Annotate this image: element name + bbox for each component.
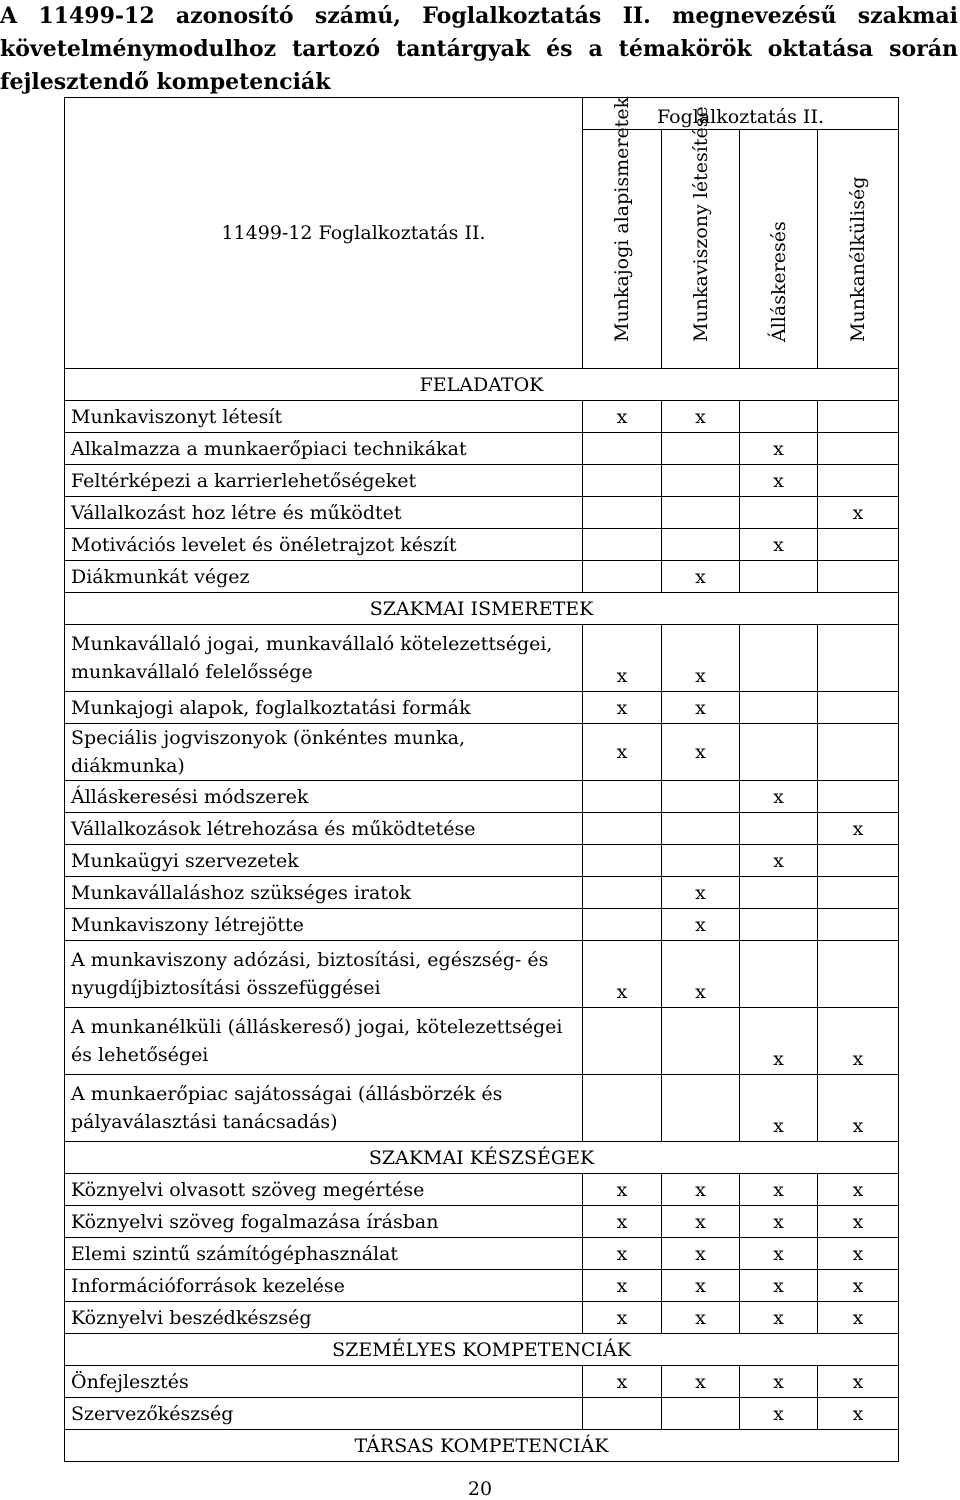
mark-cell xyxy=(818,781,899,813)
mark-cell xyxy=(740,941,818,1008)
mark-cell xyxy=(662,781,740,813)
row-label: A munkaerőpiac sajátosságai (állásbörzék és pályaválasztási tanácsadás) xyxy=(65,1075,583,1142)
table-row xyxy=(65,813,899,845)
mark-cell xyxy=(740,497,818,529)
row-label: Vállalkozások létrehozása és működtetése xyxy=(65,813,583,845)
section-title: FELADATOK xyxy=(65,369,899,401)
row-label: Speciális jogviszonyok (önkéntes munka, diákmunka) xyxy=(65,724,583,781)
mark-cell: x xyxy=(662,909,740,941)
mark-cell: x xyxy=(818,1174,899,1206)
mark-cell: x xyxy=(818,497,899,529)
mark-cell: x xyxy=(662,1238,740,1270)
mark-cell: x xyxy=(583,1238,662,1270)
mark-cell: x xyxy=(740,781,818,813)
row-label: Elemi szintű számítógéphasználat xyxy=(65,1238,583,1270)
column-header-label: Munkanélküliség xyxy=(847,176,870,342)
mark-cell xyxy=(818,724,899,781)
mark-cell: x xyxy=(662,1174,740,1206)
mark-cell: x xyxy=(662,692,740,724)
row-label: Önfejlesztés xyxy=(65,1366,583,1398)
mark-cell xyxy=(662,1075,740,1142)
column-header xyxy=(818,130,899,369)
mark-cell xyxy=(818,433,899,465)
mark-cell: x xyxy=(662,941,740,1008)
mark-cell: x xyxy=(818,1302,899,1334)
mark-cell: x xyxy=(662,1366,740,1398)
mark-cell xyxy=(662,433,740,465)
mark-cell xyxy=(818,529,899,561)
table-row xyxy=(65,692,899,724)
mark-cell: x xyxy=(740,1206,818,1238)
table-row xyxy=(65,1302,899,1334)
mark-cell: x xyxy=(818,1008,899,1075)
mark-cell xyxy=(583,781,662,813)
row-label: Munkaviszony létrejötte xyxy=(65,909,583,941)
mark-cell: x xyxy=(818,1398,899,1430)
table-row xyxy=(65,497,899,529)
column-header-label: Munkajogi alapismeretek xyxy=(611,96,633,342)
table-row xyxy=(65,529,899,561)
mark-cell: x xyxy=(740,1302,818,1334)
mark-cell xyxy=(583,465,662,497)
table-row xyxy=(65,1238,899,1270)
mark-cell xyxy=(583,497,662,529)
section-title: SZEMÉLYES KOMPETENCIÁK xyxy=(65,1334,899,1366)
mark-cell: x xyxy=(583,941,662,1008)
mark-cell xyxy=(583,1008,662,1075)
mark-cell xyxy=(662,1008,740,1075)
row-label: A munkanélküli (álláskereső) jogai, kötelezettségei és lehetőségei xyxy=(65,1008,583,1075)
mark-cell xyxy=(662,1398,740,1430)
mark-cell xyxy=(818,845,899,877)
mark-cell xyxy=(740,692,818,724)
table-row xyxy=(65,433,899,465)
row-label: Köznyelvi szöveg fogalmazása írásban xyxy=(65,1206,583,1238)
mark-cell: x xyxy=(662,1270,740,1302)
section-title: SZAKMAI ISMERETEK xyxy=(65,593,899,625)
section-row xyxy=(65,1334,899,1366)
mark-cell: x xyxy=(740,1238,818,1270)
mark-cell: x xyxy=(583,1206,662,1238)
document-heading xyxy=(0,0,958,99)
table-row xyxy=(65,845,899,877)
mark-cell xyxy=(583,909,662,941)
section-row xyxy=(65,1142,899,1174)
mark-cell: x xyxy=(740,1008,818,1075)
heading-line: A 11499-12 azonosító számú, Foglalkoztatás II. megnevezésű szakmai xyxy=(0,3,958,29)
mark-cell xyxy=(740,877,818,909)
mark-cell xyxy=(583,1398,662,1430)
row-label: Alkalmazza a munkaerőpiaci technikákat xyxy=(65,433,583,465)
mark-cell xyxy=(583,561,662,593)
mark-cell: x xyxy=(740,845,818,877)
mark-cell: x xyxy=(818,813,899,845)
mark-cell: x xyxy=(740,465,818,497)
mark-cell: x xyxy=(662,625,740,692)
row-label: Munkavállaló jogai, munkavállaló kötelezettségei, munkavállaló felelőssége xyxy=(65,625,583,692)
heading-line: követelménymodulhoz tartozó tantárgyak és a témakörök oktatása során xyxy=(0,36,958,62)
table-row xyxy=(65,1366,899,1398)
row-label: Álláskeresési módszerek xyxy=(65,781,583,813)
mark-cell: x xyxy=(818,1270,899,1302)
mark-cell xyxy=(818,692,899,724)
table-row xyxy=(65,1206,899,1238)
mark-cell: x xyxy=(740,529,818,561)
row-label: A munkaviszony adózási, biztosítási, egészség- és nyugdíjbiztosítási összefüggései xyxy=(65,941,583,1008)
mark-cell: x xyxy=(583,401,662,433)
row-label: Vállalkozást hoz létre és működtet xyxy=(65,497,583,529)
row-label: Munkavállaláshoz szükséges iratok xyxy=(65,877,583,909)
mark-cell: x xyxy=(818,1075,899,1142)
section-row xyxy=(65,1430,899,1462)
row-label: Munkaügyi szervezetek xyxy=(65,845,583,877)
row-label: Munkaviszonyt létesít xyxy=(65,401,583,433)
row-label: Információforrások kezelése xyxy=(65,1270,583,1302)
table-row xyxy=(65,561,899,593)
mark-cell: x xyxy=(740,433,818,465)
table-row xyxy=(65,724,899,781)
module-label: 11499-12 Foglalkoztatás II. xyxy=(65,98,583,369)
column-header-label: Munkaviszony létesítése xyxy=(689,106,712,342)
mark-cell: x xyxy=(662,877,740,909)
mark-cell xyxy=(818,401,899,433)
mark-cell xyxy=(740,401,818,433)
page-number: 20 xyxy=(467,1478,493,1500)
column-header xyxy=(662,106,740,369)
competency-table xyxy=(64,97,899,1462)
mark-cell: x xyxy=(740,1270,818,1302)
table-row xyxy=(65,877,899,909)
mark-cell: x xyxy=(583,1174,662,1206)
mark-cell xyxy=(583,529,662,561)
mark-cell xyxy=(818,941,899,1008)
mark-cell xyxy=(818,465,899,497)
mark-cell xyxy=(583,845,662,877)
row-label: Motivációs levelet és önéletrajzot készít xyxy=(65,529,583,561)
mark-cell: x xyxy=(740,1075,818,1142)
mark-cell xyxy=(740,625,818,692)
mark-cell: x xyxy=(583,692,662,724)
mark-cell xyxy=(583,877,662,909)
mark-cell xyxy=(662,497,740,529)
mark-cell: x xyxy=(583,1366,662,1398)
column-header-label: Álláskeresés xyxy=(767,221,790,342)
table-row xyxy=(65,941,899,1008)
table-row xyxy=(65,1174,899,1206)
mark-cell xyxy=(818,877,899,909)
mark-cell xyxy=(583,433,662,465)
column-header xyxy=(740,130,818,369)
table-row xyxy=(65,1398,899,1430)
column-header xyxy=(583,96,662,369)
mark-cell: x xyxy=(662,1206,740,1238)
mark-cell xyxy=(818,625,899,692)
table-row xyxy=(65,781,899,813)
heading-line: fejlesztendő kompetenciák xyxy=(0,69,331,95)
mark-cell xyxy=(662,529,740,561)
mark-cell xyxy=(740,813,818,845)
row-label: Köznyelvi olvasott szöveg megértése xyxy=(65,1174,583,1206)
row-label: Diákmunkát végez xyxy=(65,561,583,593)
row-label: Feltérképezi a karrierlehetőségeket xyxy=(65,465,583,497)
mark-cell: x xyxy=(583,1270,662,1302)
mark-cell: x xyxy=(818,1238,899,1270)
mark-cell xyxy=(818,561,899,593)
mark-cell xyxy=(818,909,899,941)
table-row xyxy=(65,909,899,941)
row-label: Szervezőkészség xyxy=(65,1398,583,1430)
table-row xyxy=(65,1075,899,1142)
table-row xyxy=(65,1270,899,1302)
mark-cell xyxy=(662,845,740,877)
mark-cell: x xyxy=(740,1174,818,1206)
mark-cell xyxy=(662,813,740,845)
table-row xyxy=(65,625,899,692)
mark-cell: x xyxy=(662,401,740,433)
section-title: TÁRSAS KOMPETENCIÁK xyxy=(65,1430,899,1462)
section-title: SZAKMAI KÉSZSÉGEK xyxy=(65,1142,899,1174)
mark-cell xyxy=(583,813,662,845)
row-label: Munkajogi alapok, foglalkoztatási formák xyxy=(65,692,583,724)
mark-cell: x xyxy=(740,1398,818,1430)
table-row xyxy=(65,1008,899,1075)
mark-cell: x xyxy=(662,561,740,593)
table-row xyxy=(65,401,899,433)
subject-label: Foglalkoztatás II. xyxy=(583,98,899,130)
mark-cell: x xyxy=(662,724,740,781)
mark-cell: x xyxy=(583,724,662,781)
header-row-group xyxy=(65,98,899,130)
mark-cell xyxy=(740,724,818,781)
row-label: Köznyelvi beszédkészség xyxy=(65,1302,583,1334)
mark-cell: x xyxy=(583,1302,662,1334)
mark-cell: x xyxy=(740,1366,818,1398)
mark-cell xyxy=(662,465,740,497)
mark-cell: x xyxy=(583,625,662,692)
mark-cell xyxy=(740,909,818,941)
mark-cell: x xyxy=(818,1206,899,1238)
mark-cell xyxy=(583,1075,662,1142)
mark-cell xyxy=(740,561,818,593)
section-row xyxy=(65,369,899,401)
table-row xyxy=(65,465,899,497)
section-row xyxy=(65,593,899,625)
mark-cell: x xyxy=(818,1366,899,1398)
mark-cell: x xyxy=(662,1302,740,1334)
